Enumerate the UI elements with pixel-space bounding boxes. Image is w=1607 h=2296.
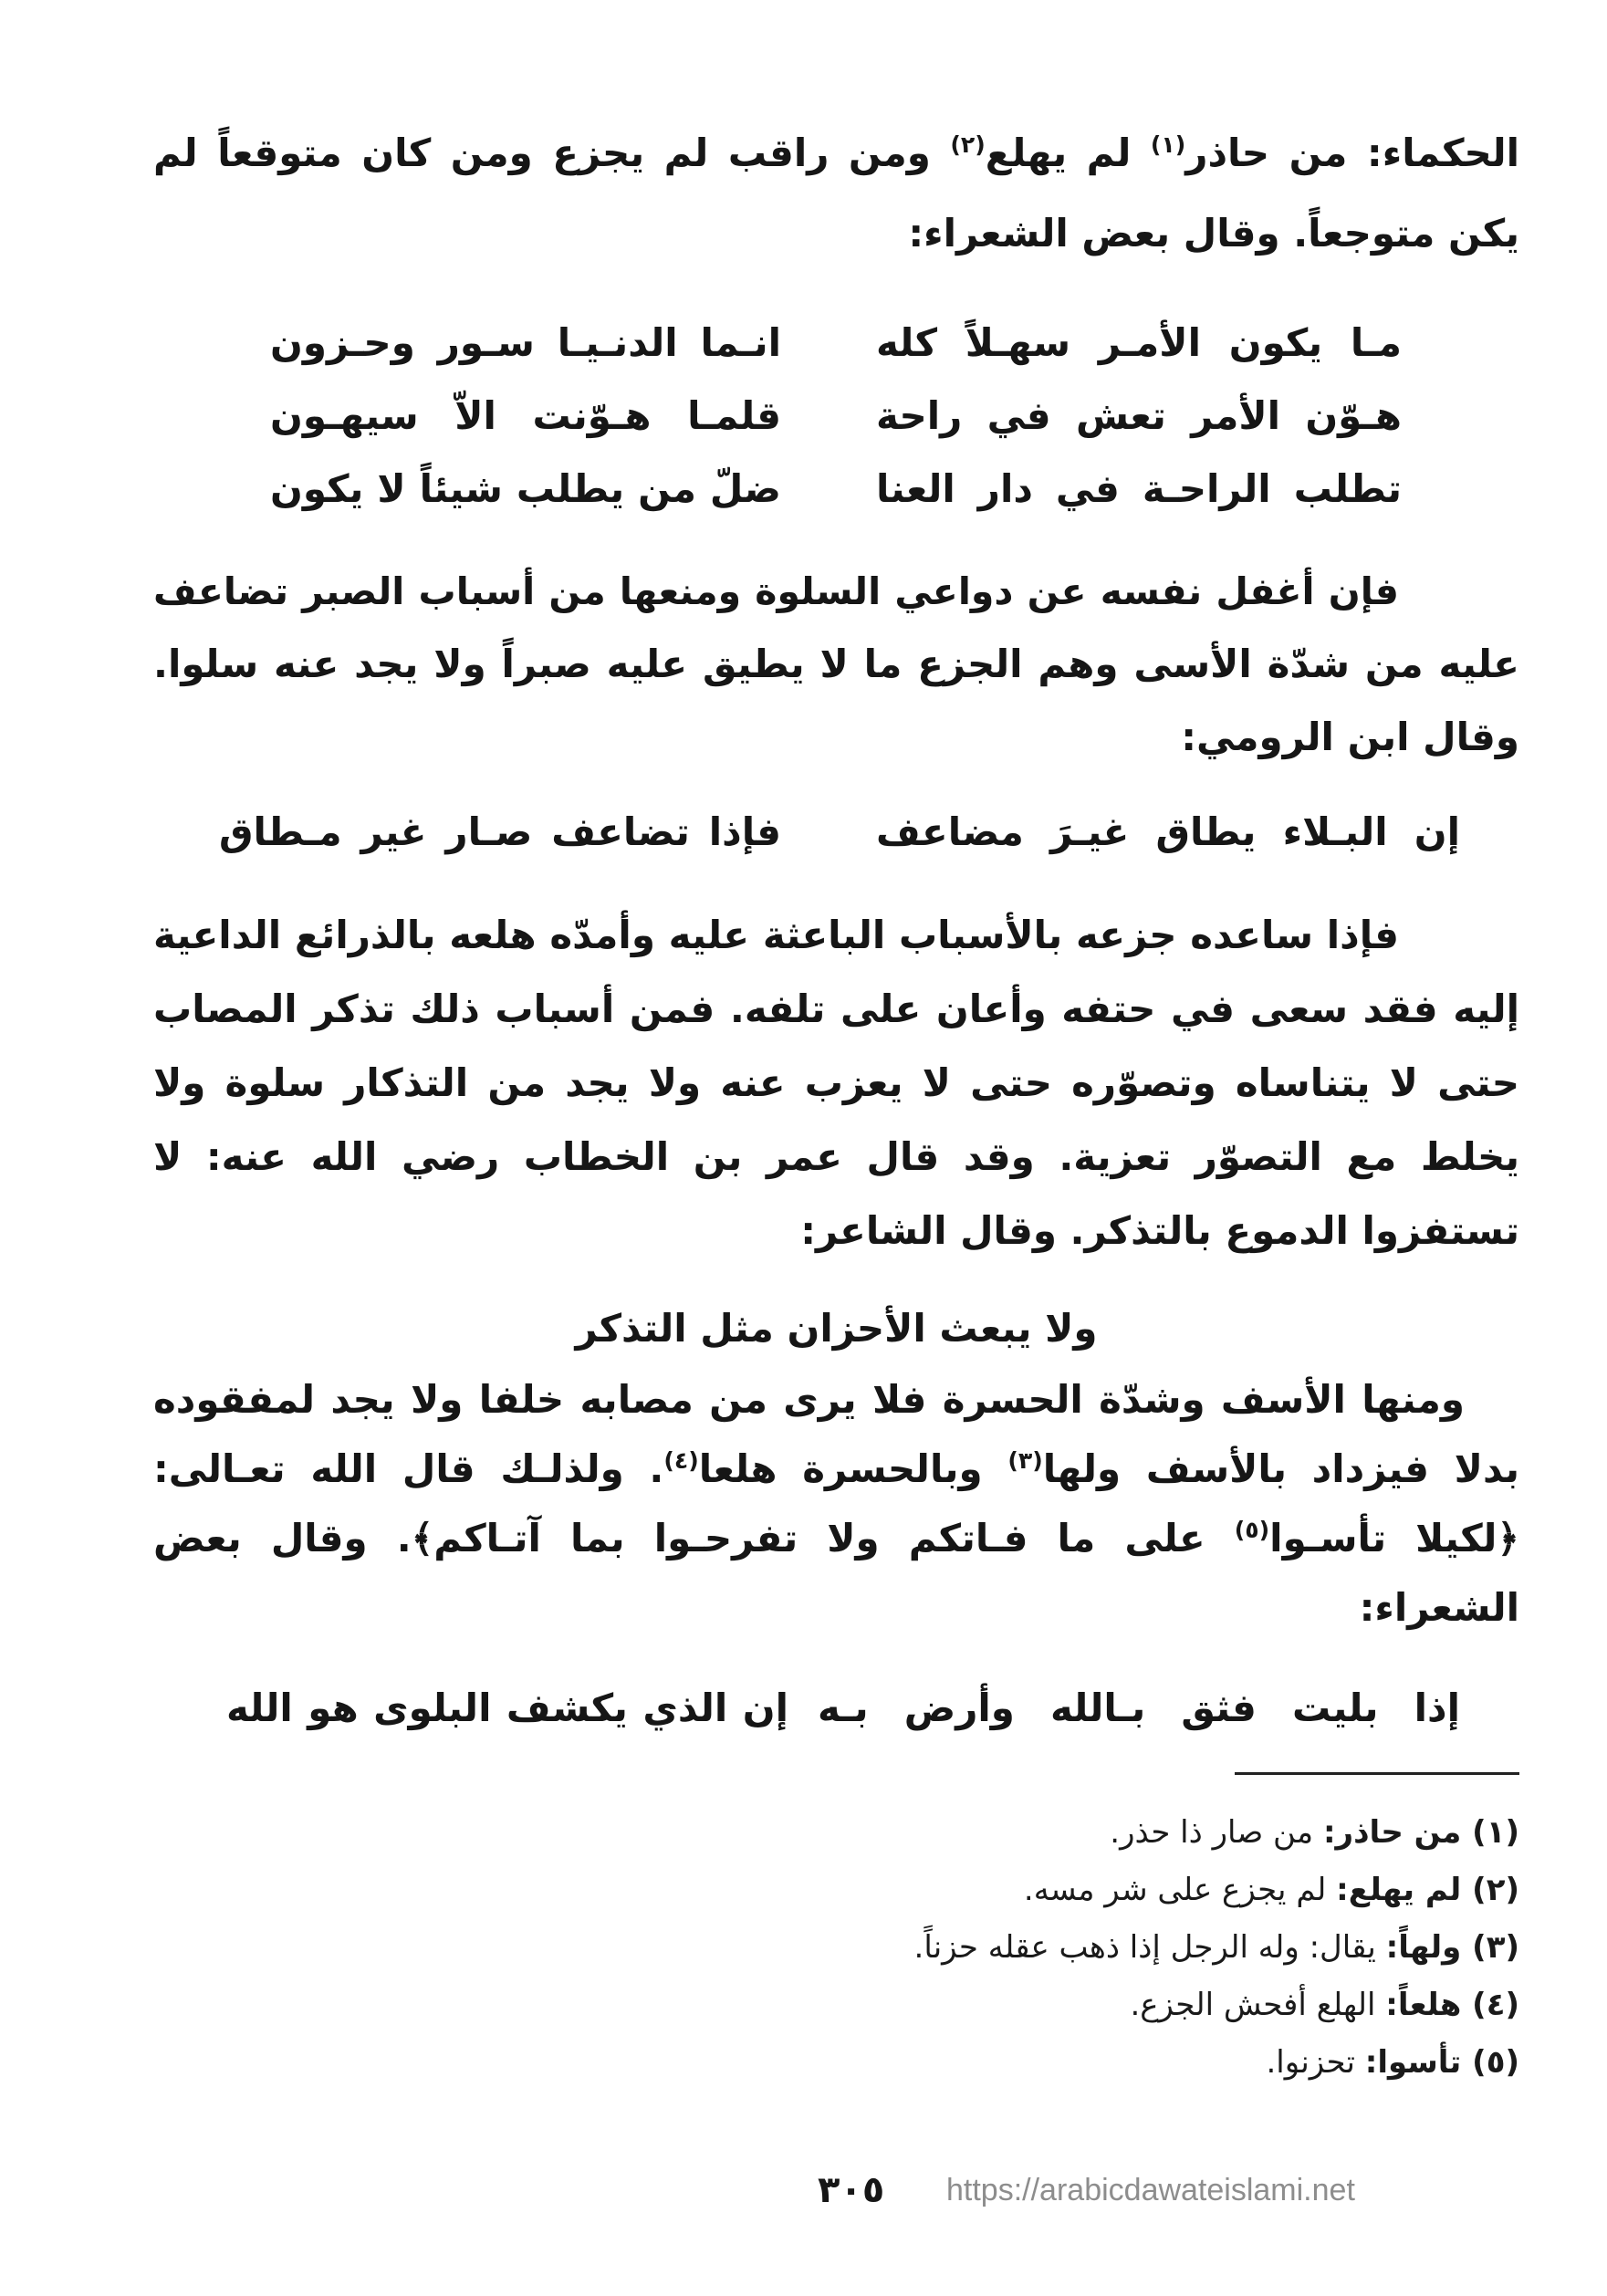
text-line: فإذا ساعده جزعه بالأسباب الباعثة عليه وأمدّه هلعه بالذرائع الداعية [153,913,1399,957]
footnote-text: لم يجزع على شر مسه. [1023,1872,1327,1908]
poem [153,307,1519,526]
footnote-text: تحزنوا. [1266,2044,1355,2081]
footnote [153,1919,1519,1977]
verse-row [153,307,1519,380]
text-line: يخلط مع التصوّر تعزية. وقد قال عمر بن الخطاب رضي الله عنه: لا [153,1134,1519,1179]
hemistich-second: فإذا تضاعف صـار غير مـطاق [219,809,781,854]
hemistich-second: ضلّ من يطلب شيئاً لا يكون [270,466,781,511]
page-body [153,113,1519,2092]
text-line: تستفزوا الدموع بالتذكر. وقال الشاعر: [800,1208,1519,1253]
watermark-url: https://arabicdawateislami.net [946,2173,1355,2207]
hemistich-second: انـما الدنـيـا سـور وحـزون [270,320,781,365]
hemistich-first: مـا يكون الأمـر سهـلاً كله [876,320,1402,365]
footnote-label: (٥) تأسوا: [1364,2044,1519,2081]
verse-row [153,796,1519,869]
hemistich-first: هـوّن الأمر تعش في راحة [876,393,1402,438]
text-line: الشعراء: [1359,1585,1519,1630]
text-line: عليه من شدّة الأسى وهم الجزع ما لا يطيق عليه صبراً ولا يجد عنه سلوا. [153,642,1519,686]
text-line: إليه فقد سعى في حتفه وأعان على تلفه. فمن أسباب ذلك تذكر المصاب [153,986,1519,1031]
verse-row [153,1672,1519,1745]
paragraph [153,113,1519,274]
text-line: وقال ابن الرومي: [1181,715,1519,759]
footnote-label: (١) من حاذر: [1322,1814,1519,1851]
footnote-text: من صار ذا حذر. [1110,1814,1314,1851]
verse-row [153,453,1519,526]
page-footer [0,2165,1607,2216]
text-line: حتى لا يتناساه وتصوّره حتى لا يعزب عنه ولا يجد من التذكار سلوة ولا [153,1060,1519,1105]
poem [153,1672,1519,1745]
hemistich-first: إذا بليت فثق بـالله وأرض بـه [818,1685,1460,1730]
hemistich-second: قلمـا هـوّنت الاّ سيهـون [270,393,781,438]
footnote-label: (٣) ولهاً: [1385,1929,1519,1966]
footnote [153,1804,1519,1862]
footnote-separator [1235,1772,1519,1775]
footnote [153,2034,1519,2092]
hemistich-second: إن الذي يكشف البلوى هو الله [226,1685,788,1730]
text-line: فإن أغفل نفسه عن دواعي السلوة ومنعها من أسباب الصبر تضاعف [153,569,1399,613]
footnote [153,1977,1519,2034]
text-line: الحكماء: من حاذر$^{(١)}$ لم يهلع$^{(٢)}$ ومن راقب لم يجزع ومن كان متوقعاً لم [153,130,1519,175]
footnote-text: الهلع أفحش الجزع. [1130,1987,1376,2023]
footnote [153,1862,1519,1919]
footnote-label: (٤) هلعاً: [1385,1987,1519,2023]
text-line: ومنها الأسف وشدّة الحسرة فلا يرى من مصابه خلفا ولا يجد لمفقوده [153,1377,1465,1422]
text-line: ﴿لكيلا تأسـوا$^{(٥)}$ على ما فـاتكم ولا تفرحـوا بما آتـاكم﴾. وقال بعض [153,1516,1519,1560]
hemistich-first: تطلب الراحـة في دار العنا [876,466,1402,511]
text-line: بدلا فيزداد بالأسف ولها$^{(٣)}$ وبالحسرة هلعا$^{(٤)}$. ولذلـك قال الله تعـالى: [153,1446,1519,1491]
single-verse: ولا يبعث الأحزان مثل التذكر [575,1306,1098,1351]
hemistich-first: إن البـلاء يطاق غيـرَ مضاعف [876,809,1460,854]
footnote-text: يقال: وله الرجل إذا ذهب عقله حزناً. [913,1929,1376,1966]
page-number: ٣٠٥ [818,2169,885,2211]
paragraph [153,898,1519,1268]
footnote-label: (٢) لم يهلع: [1336,1872,1519,1908]
paragraph [153,555,1519,774]
paragraph [153,1365,1519,1643]
footnotes [153,1804,1519,2092]
text-line: يكن متوجعاً. وقال بعض الشعراء: [908,211,1519,256]
verse-row [153,380,1519,453]
poem [153,796,1519,869]
